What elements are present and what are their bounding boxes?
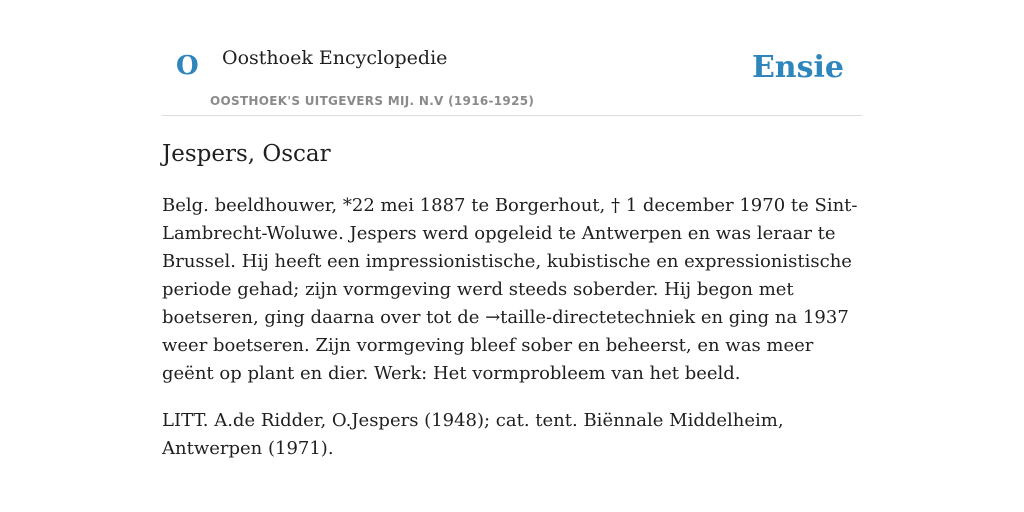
page [162, 0, 862, 512]
entry-title: Jespers, Oscar [162, 141, 331, 167]
entry-paragraph-literature: LITT. A.de Ridder, O.Jespers (1948); cat. tent. Biënnale Middelheim, Antwerpen (1971). [162, 410, 784, 459]
entry-body [162, 192, 862, 482]
entry-paragraph-description: Belg. beeldhouwer, *22 mei 1887 te Borgerhout, † 1 december 1970 te Sint-Lambrecht-Woluwe. Jespers werd opgeleid te Antwerpen en was leraar te Brussel. Hij heeft een impressionistische, kubistische en expressionistische periode gehad; zijn vormgeving werd steeds soberder. Hij begon met boetseren, ging daarna over tot de →taille-directetechniek en ging na 1937 weer boetseren. Zijn vormgeving bleef sober en beheerst, en was meer geënt op plant en dier. Werk: Het vormprobleem van het beeld. [162, 195, 858, 384]
site-header [162, 0, 862, 116]
site-title[interactable]: Oosthoek Encyclopedie [222, 47, 448, 69]
publisher-label: OOSTHOEK'S UITGEVERS MIJ. N.V (1916-1925) [210, 94, 535, 108]
ensie-brand-link[interactable]: Ensie [751, 50, 844, 85]
logo-icon[interactable]: O [176, 51, 199, 81]
